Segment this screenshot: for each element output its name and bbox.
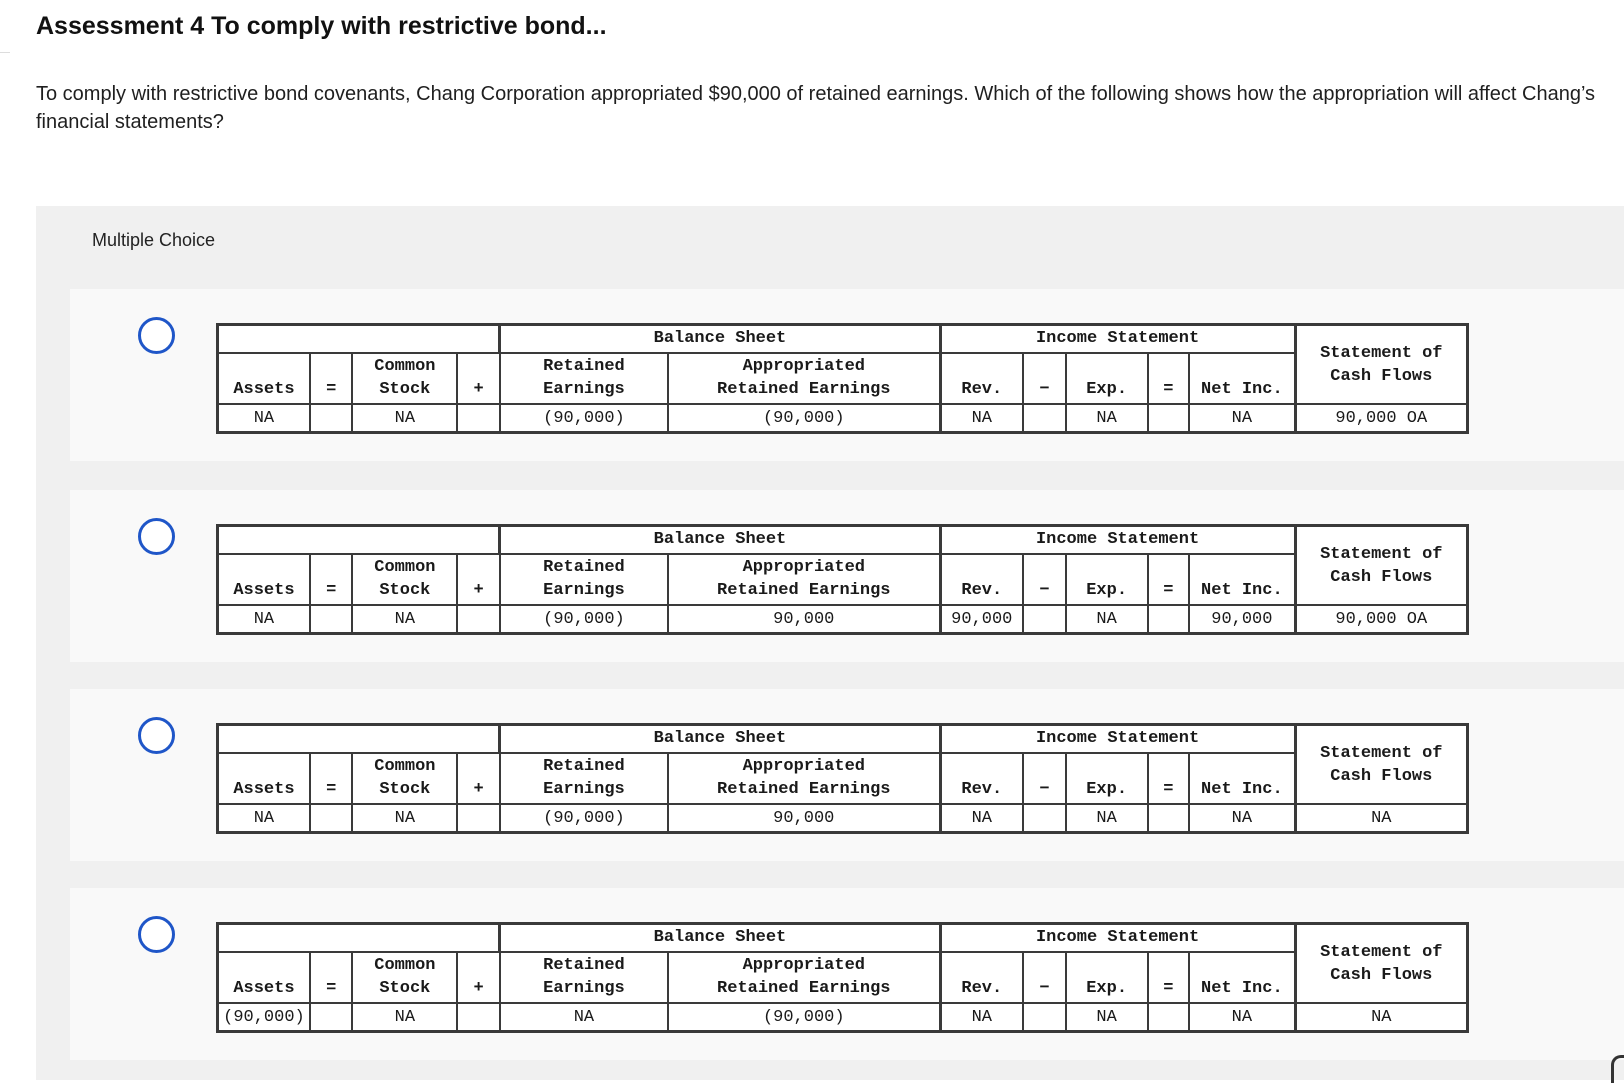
cell-retained-earnings: (90,000): [500, 605, 668, 633]
cell-rev: NA: [940, 1003, 1023, 1031]
col-retained-earnings-line1: Retained: [543, 558, 625, 578]
cell-equals-2-blank: [1148, 804, 1190, 832]
income-statement-header: Income Statement: [940, 325, 1295, 353]
cell-assets: NA: [218, 404, 310, 432]
multiple-choice-label: Multiple Choice: [92, 230, 216, 250]
col-plus: [457, 952, 500, 1003]
col-minus: [1023, 353, 1066, 404]
cell-minus-blank: [1023, 804, 1066, 832]
col-net-inc-label: Net Inc.: [1201, 581, 1283, 601]
col-equals-label: =: [326, 780, 337, 800]
cell-common-stock: NA: [352, 804, 457, 832]
cell-plus-blank: [457, 605, 500, 633]
cell-assets: NA: [218, 804, 310, 832]
cell-retained-earnings: (90,000): [500, 804, 668, 832]
col-exp-label: Exp.: [1086, 979, 1128, 999]
col-exp-label: Exp.: [1086, 780, 1128, 800]
col-minus-label: −: [1039, 581, 1050, 601]
cell-cash-flows: 90,000 OA: [1295, 605, 1467, 633]
col-appropriated-re-line2: Retained Earnings: [717, 979, 891, 999]
col-appropriated-re: [668, 353, 940, 404]
col-assets-label: Assets: [233, 979, 295, 999]
cash-flows-header-line1: Statement of: [1320, 743, 1443, 763]
col-net-inc-label: Net Inc.: [1201, 380, 1283, 400]
col-exp: [1066, 952, 1148, 1003]
col-rev-label: Rev.: [961, 979, 1003, 999]
col-assets: [218, 952, 310, 1003]
cell-assets: (90,000): [218, 1003, 310, 1031]
col-plus-label: +: [473, 581, 484, 601]
cell-cash-flows: 90,000 OA: [1295, 404, 1467, 432]
col-plus-label: +: [473, 780, 484, 800]
col-equals: [310, 353, 353, 404]
answer-choice-4[interactable]: [70, 888, 1624, 1060]
col-retained-earnings: [500, 952, 668, 1003]
cell-equals-2-blank: [1148, 1003, 1190, 1031]
col-plus: [457, 353, 500, 404]
col-retained-earnings-line1: Retained: [543, 956, 625, 976]
income-statement-header: Income Statement: [940, 725, 1295, 753]
col-appropriated-re: [668, 554, 940, 605]
cell-cash-flows: NA: [1295, 804, 1467, 832]
col-net-inc: [1189, 554, 1295, 605]
radio-button[interactable]: [138, 317, 175, 354]
cell-exp: NA: [1066, 1003, 1148, 1031]
col-common-stock: [352, 554, 457, 605]
header-blank-cell: [218, 725, 500, 753]
top-divider: [0, 52, 10, 53]
col-rev-label: Rev.: [961, 581, 1003, 601]
page-title: Assessment 4 To comply with restrictive bond...: [36, 12, 607, 40]
cash-flows-header: [1295, 725, 1467, 805]
col-common-stock-line1: Common: [374, 558, 436, 578]
cell-minus-blank: [1023, 605, 1066, 633]
col-equals-2-label: =: [1163, 780, 1174, 800]
col-retained-earnings-line1: Retained: [543, 357, 625, 377]
col-common-stock: [352, 952, 457, 1003]
col-equals: [310, 554, 353, 605]
col-common-stock-line1: Common: [374, 956, 436, 976]
balance-sheet-header: Balance Sheet: [500, 325, 940, 353]
col-equals-2-label: =: [1163, 979, 1174, 999]
col-common-stock-line1: Common: [374, 757, 436, 777]
radio-button[interactable]: [138, 717, 175, 754]
financial-statements-table: [216, 323, 1469, 434]
cell-rev: NA: [940, 404, 1023, 432]
col-assets: [218, 554, 310, 605]
col-plus-label: +: [473, 979, 484, 999]
cell-retained-earnings: NA: [500, 1003, 668, 1031]
col-minus: [1023, 952, 1066, 1003]
multiple-choice-panel: [36, 206, 1624, 1080]
col-equals-label: =: [326, 979, 337, 999]
col-retained-earnings: [500, 554, 668, 605]
col-appropriated-re-line1: Appropriated: [742, 757, 865, 777]
col-plus: [457, 753, 500, 804]
col-net-inc: [1189, 753, 1295, 804]
col-equals-2: [1148, 952, 1190, 1003]
cell-equals-2-blank: [1148, 605, 1190, 633]
cash-flows-header: [1295, 325, 1467, 405]
cash-flows-header-line2: Cash Flows: [1330, 965, 1433, 985]
col-equals: [310, 952, 353, 1003]
cell-appropriated-re: 90,000: [668, 605, 940, 633]
col-net-inc-label: Net Inc.: [1201, 979, 1283, 999]
cell-appropriated-re: (90,000): [668, 404, 940, 432]
answer-choice-2[interactable]: [70, 490, 1624, 662]
cash-flows-header-line2: Cash Flows: [1330, 567, 1433, 587]
cell-minus-blank: [1023, 1003, 1066, 1031]
header-blank-cell: [218, 325, 500, 353]
cell-common-stock: NA: [352, 404, 457, 432]
col-rev-label: Rev.: [961, 380, 1003, 400]
cell-cash-flows: NA: [1295, 1003, 1467, 1031]
cell-equals-blank: [310, 404, 353, 432]
cash-flows-header-line1: Statement of: [1320, 544, 1443, 564]
financial-statements-table: [216, 524, 1469, 635]
cash-flows-header: [1295, 924, 1467, 1004]
cell-common-stock: NA: [352, 605, 457, 633]
col-equals-2: [1148, 753, 1190, 804]
question-text: To comply with restrictive bond covenants, Chang Corporation appropriated $90,000 of retained earnings. Which of the following shows how the appropriation will affect Chang’s financial statements?: [36, 83, 1596, 133]
col-equals-2: [1148, 554, 1190, 605]
cell-equals-blank: [310, 605, 353, 633]
col-retained-earnings-line2: Earnings: [543, 581, 625, 601]
col-appropriated-re: [668, 753, 940, 804]
col-appropriated-re-line1: Appropriated: [742, 357, 865, 377]
cash-flows-header-line2: Cash Flows: [1330, 366, 1433, 386]
col-net-inc: [1189, 952, 1295, 1003]
col-rev: [940, 753, 1023, 804]
col-exp-label: Exp.: [1086, 581, 1128, 601]
cell-net-inc: NA: [1189, 404, 1295, 432]
col-rev-label: Rev.: [961, 780, 1003, 800]
col-common-stock-line2: Stock: [379, 979, 431, 999]
cell-rev: 90,000: [940, 605, 1023, 633]
income-statement-header: Income Statement: [940, 924, 1295, 952]
cell-net-inc: NA: [1189, 804, 1295, 832]
col-net-inc: [1189, 353, 1295, 404]
cell-equals-blank: [310, 1003, 353, 1031]
balance-sheet-header: Balance Sheet: [500, 725, 940, 753]
cell-assets: NA: [218, 605, 310, 633]
col-retained-earnings-line2: Earnings: [543, 380, 625, 400]
income-statement-header: Income Statement: [940, 526, 1295, 554]
col-exp-label: Exp.: [1086, 380, 1128, 400]
col-equals: [310, 753, 353, 804]
radio-button[interactable]: [138, 916, 175, 953]
col-common-stock-line2: Stock: [379, 780, 431, 800]
col-rev: [940, 353, 1023, 404]
cash-flows-header: [1295, 526, 1467, 606]
cell-appropriated-re: 90,000: [668, 804, 940, 832]
balance-sheet-header: Balance Sheet: [500, 924, 940, 952]
col-appropriated-re-line2: Retained Earnings: [717, 780, 891, 800]
cell-plus-blank: [457, 404, 500, 432]
col-equals-2-label: =: [1163, 380, 1174, 400]
col-minus: [1023, 753, 1066, 804]
col-appropriated-re-line1: Appropriated: [742, 956, 865, 976]
col-retained-earnings-line2: Earnings: [543, 979, 625, 999]
cell-common-stock: NA: [352, 1003, 457, 1031]
scroll-handle[interactable]: [1611, 1055, 1624, 1083]
radio-button[interactable]: [138, 518, 175, 555]
col-exp: [1066, 554, 1148, 605]
cell-net-inc: 90,000: [1189, 605, 1295, 633]
col-minus-label: −: [1039, 780, 1050, 800]
col-assets: [218, 353, 310, 404]
col-equals-2-label: =: [1163, 581, 1174, 601]
col-rev: [940, 952, 1023, 1003]
col-net-inc-label: Net Inc.: [1201, 780, 1283, 800]
balance-sheet-header: Balance Sheet: [500, 526, 940, 554]
col-assets: [218, 753, 310, 804]
col-minus-label: −: [1039, 979, 1050, 999]
col-assets-label: Assets: [233, 780, 295, 800]
col-equals-label: =: [326, 380, 337, 400]
col-retained-earnings: [500, 353, 668, 404]
col-exp: [1066, 353, 1148, 404]
col-retained-earnings-line1: Retained: [543, 757, 625, 777]
answer-choice-1[interactable]: [70, 289, 1624, 461]
cell-rev: NA: [940, 804, 1023, 832]
cell-minus-blank: [1023, 404, 1066, 432]
cell-plus-blank: [457, 804, 500, 832]
col-appropriated-re-line2: Retained Earnings: [717, 581, 891, 601]
col-equals-label: =: [326, 581, 337, 601]
cash-flows-header-line1: Statement of: [1320, 343, 1443, 363]
col-assets-label: Assets: [233, 581, 295, 601]
cell-equals-2-blank: [1148, 404, 1190, 432]
col-equals-2: [1148, 353, 1190, 404]
col-assets-label: Assets: [233, 380, 295, 400]
cell-exp: NA: [1066, 605, 1148, 633]
cell-exp: NA: [1066, 404, 1148, 432]
cell-plus-blank: [457, 1003, 500, 1031]
col-common-stock-line2: Stock: [379, 581, 431, 601]
cell-retained-earnings: (90,000): [500, 404, 668, 432]
col-minus: [1023, 554, 1066, 605]
cell-appropriated-re: (90,000): [668, 1003, 940, 1031]
col-appropriated-re-line2: Retained Earnings: [717, 380, 891, 400]
col-common-stock: [352, 753, 457, 804]
col-common-stock: [352, 353, 457, 404]
col-retained-earnings-line2: Earnings: [543, 780, 625, 800]
cash-flows-header-line2: Cash Flows: [1330, 766, 1433, 786]
col-plus-label: +: [473, 380, 484, 400]
col-common-stock-line2: Stock: [379, 380, 431, 400]
col-plus: [457, 554, 500, 605]
col-minus-label: −: [1039, 380, 1050, 400]
col-common-stock-line1: Common: [374, 357, 436, 377]
col-exp: [1066, 753, 1148, 804]
col-rev: [940, 554, 1023, 605]
cell-equals-blank: [310, 804, 353, 832]
col-appropriated-re-line1: Appropriated: [742, 558, 865, 578]
cash-flows-header-line1: Statement of: [1320, 942, 1443, 962]
col-appropriated-re: [668, 952, 940, 1003]
financial-statements-table: [216, 922, 1469, 1033]
cell-exp: NA: [1066, 804, 1148, 832]
col-retained-earnings: [500, 753, 668, 804]
header-blank-cell: [218, 526, 500, 554]
financial-statements-table: [216, 723, 1469, 834]
cell-net-inc: NA: [1189, 1003, 1295, 1031]
answer-choice-3[interactable]: [70, 689, 1624, 861]
header-blank-cell: [218, 924, 500, 952]
